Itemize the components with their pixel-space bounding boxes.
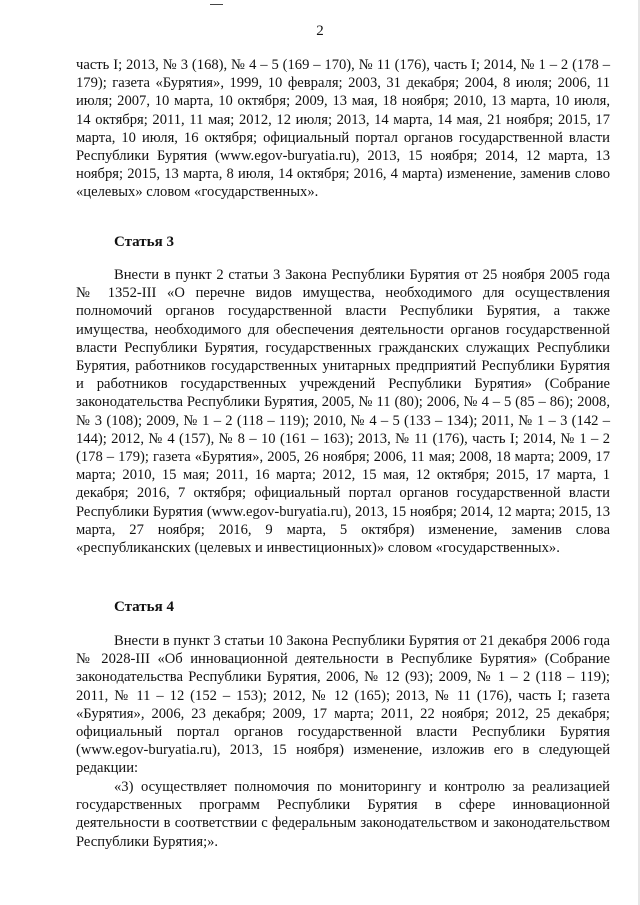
article-4-quote: «3) осуществляет полномочия по мониторингу и контролю за реализацией государственных программ Республики Бурятия в сфере инновационной деятельности в соответствии с федеральным законодательством и законодательством Республики Бурятия;». (76, 779, 610, 850)
article-3-paragraph: Внести в пункт 2 статьи 3 Закона Республики Бурятия от 25 ноября 2005 года № 1352-III «О перечне видов имущества, необходимого для осуществления полномочий органов государственной власти Республики Бурятия, а также имущества, необходимого для обеспечения деятельности органов государственной власти Республики Бурятия, государственных гражданских служащих Республики Бурятия, работников государственных унитарных предприятий Республики Бурятия и работников государственных учреждений Республики Бурятия» (Собрание законодательства Республики Бурятия, 2005, № 11 (80); 2006, № 4 – 5 (85 – 86); 2008, № 3 (108); 2009, № 1 – 2 (118 – 119); 2010, № 4 – 5 (133 – 134); 2011, № 1 – 3 (142 – 144); 2012, № 4 (157), № 8 – 10 (161 – 163); 2013, № 11 (176), часть I; 2014, № 1 – 2 (178 – 179); газета «Бурятия», 2005, 26 ноября; 2006, 11 мая; 2008, 18 марта; 2009, 17 марта; 2010, 15 мая; 2011, 16 марта; 2012, 15 мая, 12 октября; 2015, 17 марта, 1 декабря; 2016, 7 октября; официальный портал органов государственной власти Республики Бурятия (www.egov-buryatia.ru), 2013, 15 ноября; 2014, 12 марта; 2015, 13 марта, 27 ноября; 2016, 9 марта, 5 октября) изменение, заменив слова «республиканских (целевых и инвестиционных)» словом «государственных». (76, 267, 610, 557)
article-3-heading: Статья 3 (114, 234, 174, 250)
article-4-heading: Статья 4 (114, 599, 174, 615)
page-number: 2 (316, 23, 324, 39)
top-scan-mark (210, 4, 223, 5)
article-4-paragraph: Внести в пункт 3 статьи 10 Закона Республики Бурятия от 21 декабря 2006 года № 2028-III «Об инновационной деятельности в Республике Бурятия» (Собрание законодательства Республики Бурятия, 2006, № 12 (93); 2009, № 1 – 2 (118 – 119); 2011, № 11 – 12 (152 – 153); 2012, № 12 (165); 2013, № 11 (176), часть I; газета «Бурятия», 2006, 23 декабря; 2009, 17 марта; 2011, 22 ноября; 2012, 25 декабря; официальный портал органов государственной власти Республики Бурятия (www.egov-buryatia.ru), 2013, 15 ноября) изменение, изложив его в следующей редакции: (76, 633, 610, 777)
paragraph-continuation: часть I; 2013, № 3 (168), № 4 – 5 (169 – 170), № 11 (176), часть I; 2014, № 1 – 2 (178 – 179); газета «Бурятия», 1999, 10 февраля; 2003, 31 декабря; 2004, 8 июля; 2006, 11 июля; 2007, 10 марта, 10 октября; 2009, 13 мая, 18 ноября; 2010, 13 марта, 10 июля, 14 октября; 2011, 11 мая; 2012, 12 июля; 2013, 14 марта, 14 мая, 21 ноября; 2015, 17 марта, 10 июля, 16 октября; официальный портал органов государственной власти Республики Бурятия (www.egov-buryatia.ru), 2013, 15 ноября; 2014, 12 марта, 13 ноября; 2015, 13 марта, 8 июля, 14 октября; 2016, 4 марта) изменение, заменив слово «целевых» словом «государственных». (76, 57, 610, 201)
